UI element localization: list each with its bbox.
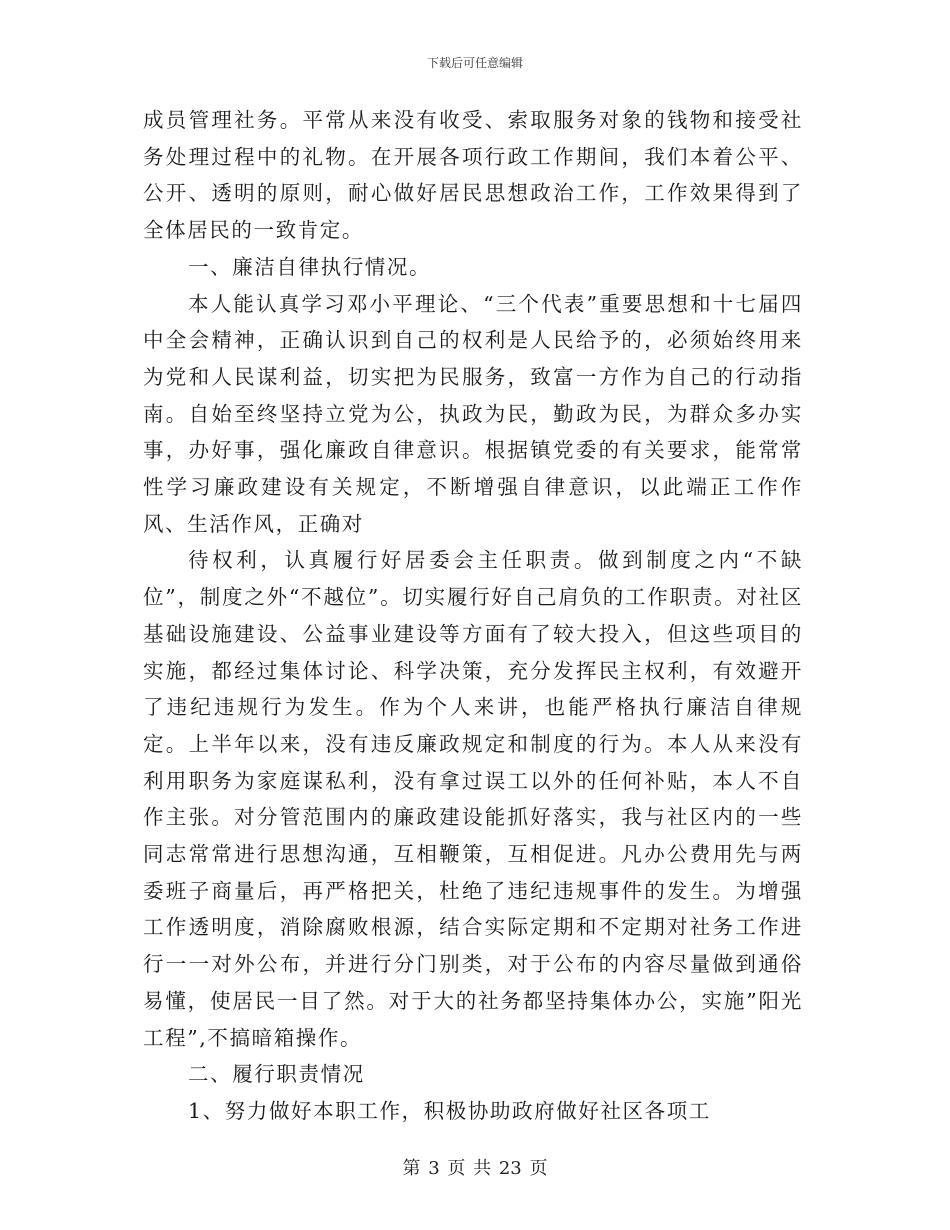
section-heading-2: 二、履行职责情况 (188, 1062, 365, 1087)
paragraph-3: 待权利，认真履行好居委会主任职责。做到制度之内“不缺位”，制度之外“不越位”。切实履行好自己肩负的工作职责。对社区基础设施建设、公益事业建设等方面有了较大投入，但这些项目的实施，都经过集体讨论、科学决策，充分发挥民主权利，有效避开了违纪违规行为发生。作为个人来讲，也能严格执行廉洁自律规定。上半年以来，没有违反廉政规定和制度的行为。本人从来没有利用职务为家庭谋私利，没有拿过误工以外的任何补贴，本人不自作主张。对分管范围内的廉政建设能抓好落实，我与社区内的一些同志常常进行思想沟通，互相鞭策，互相促进。凡办公费用先与两委班子商量后，再严格把关，杜绝了违纪违规事件的发生。为增强工作透明度，消除腐败根源，结合实际定期和不定期对社务工作进行一一对外公布，并进行分门别类，对于公布的内容尽量做到通俗易懂，使居民一目了然。对于大的社务都坚持集体办公，实施”阳光工程”,不搞暗箱操作。 (143, 548, 803, 1050)
page-number-footer: 第 3 页 共 23 页 (402, 1158, 548, 1179)
section-heading-1: 一、廉洁自律执行情况。 (188, 254, 432, 279)
paragraph-4: 1、努力做好本职工作，积极协助政府做好社区各项工 (188, 1098, 711, 1123)
paragraph-2: 本人能认真学习邓小平理论、“三个代表”重要思想和十七届四中全会精神，正确认识到自己的权利是人民给予的，必须始终用来为党和人民谋利益，切实把为民服务，致富一方作为自己的行动指南。自始至终坚持立党为公，执政为民，勤政为民，为群众多办实事，办好事，强化廉政自律意识。根据镇党委的有关要求，能常常性学习廉政建设有关规定，不断增强自律意识，以此端正工作作风、生活作风，正确对 (143, 291, 803, 536)
page-header-note: 下载后可任意编辑 (426, 56, 523, 70)
document-body (143, 102, 803, 1130)
paragraph-1: 成员管理社务。平常从来没有收受、索取服务对象的钱物和接受社务处理过程中的礼物。在开展各项行政工作期间，我们本着公平、公开、透明的原则，耐心做好居民思想政治工作，工作效果得到了全体居民的一致肯定。 (143, 108, 803, 243)
